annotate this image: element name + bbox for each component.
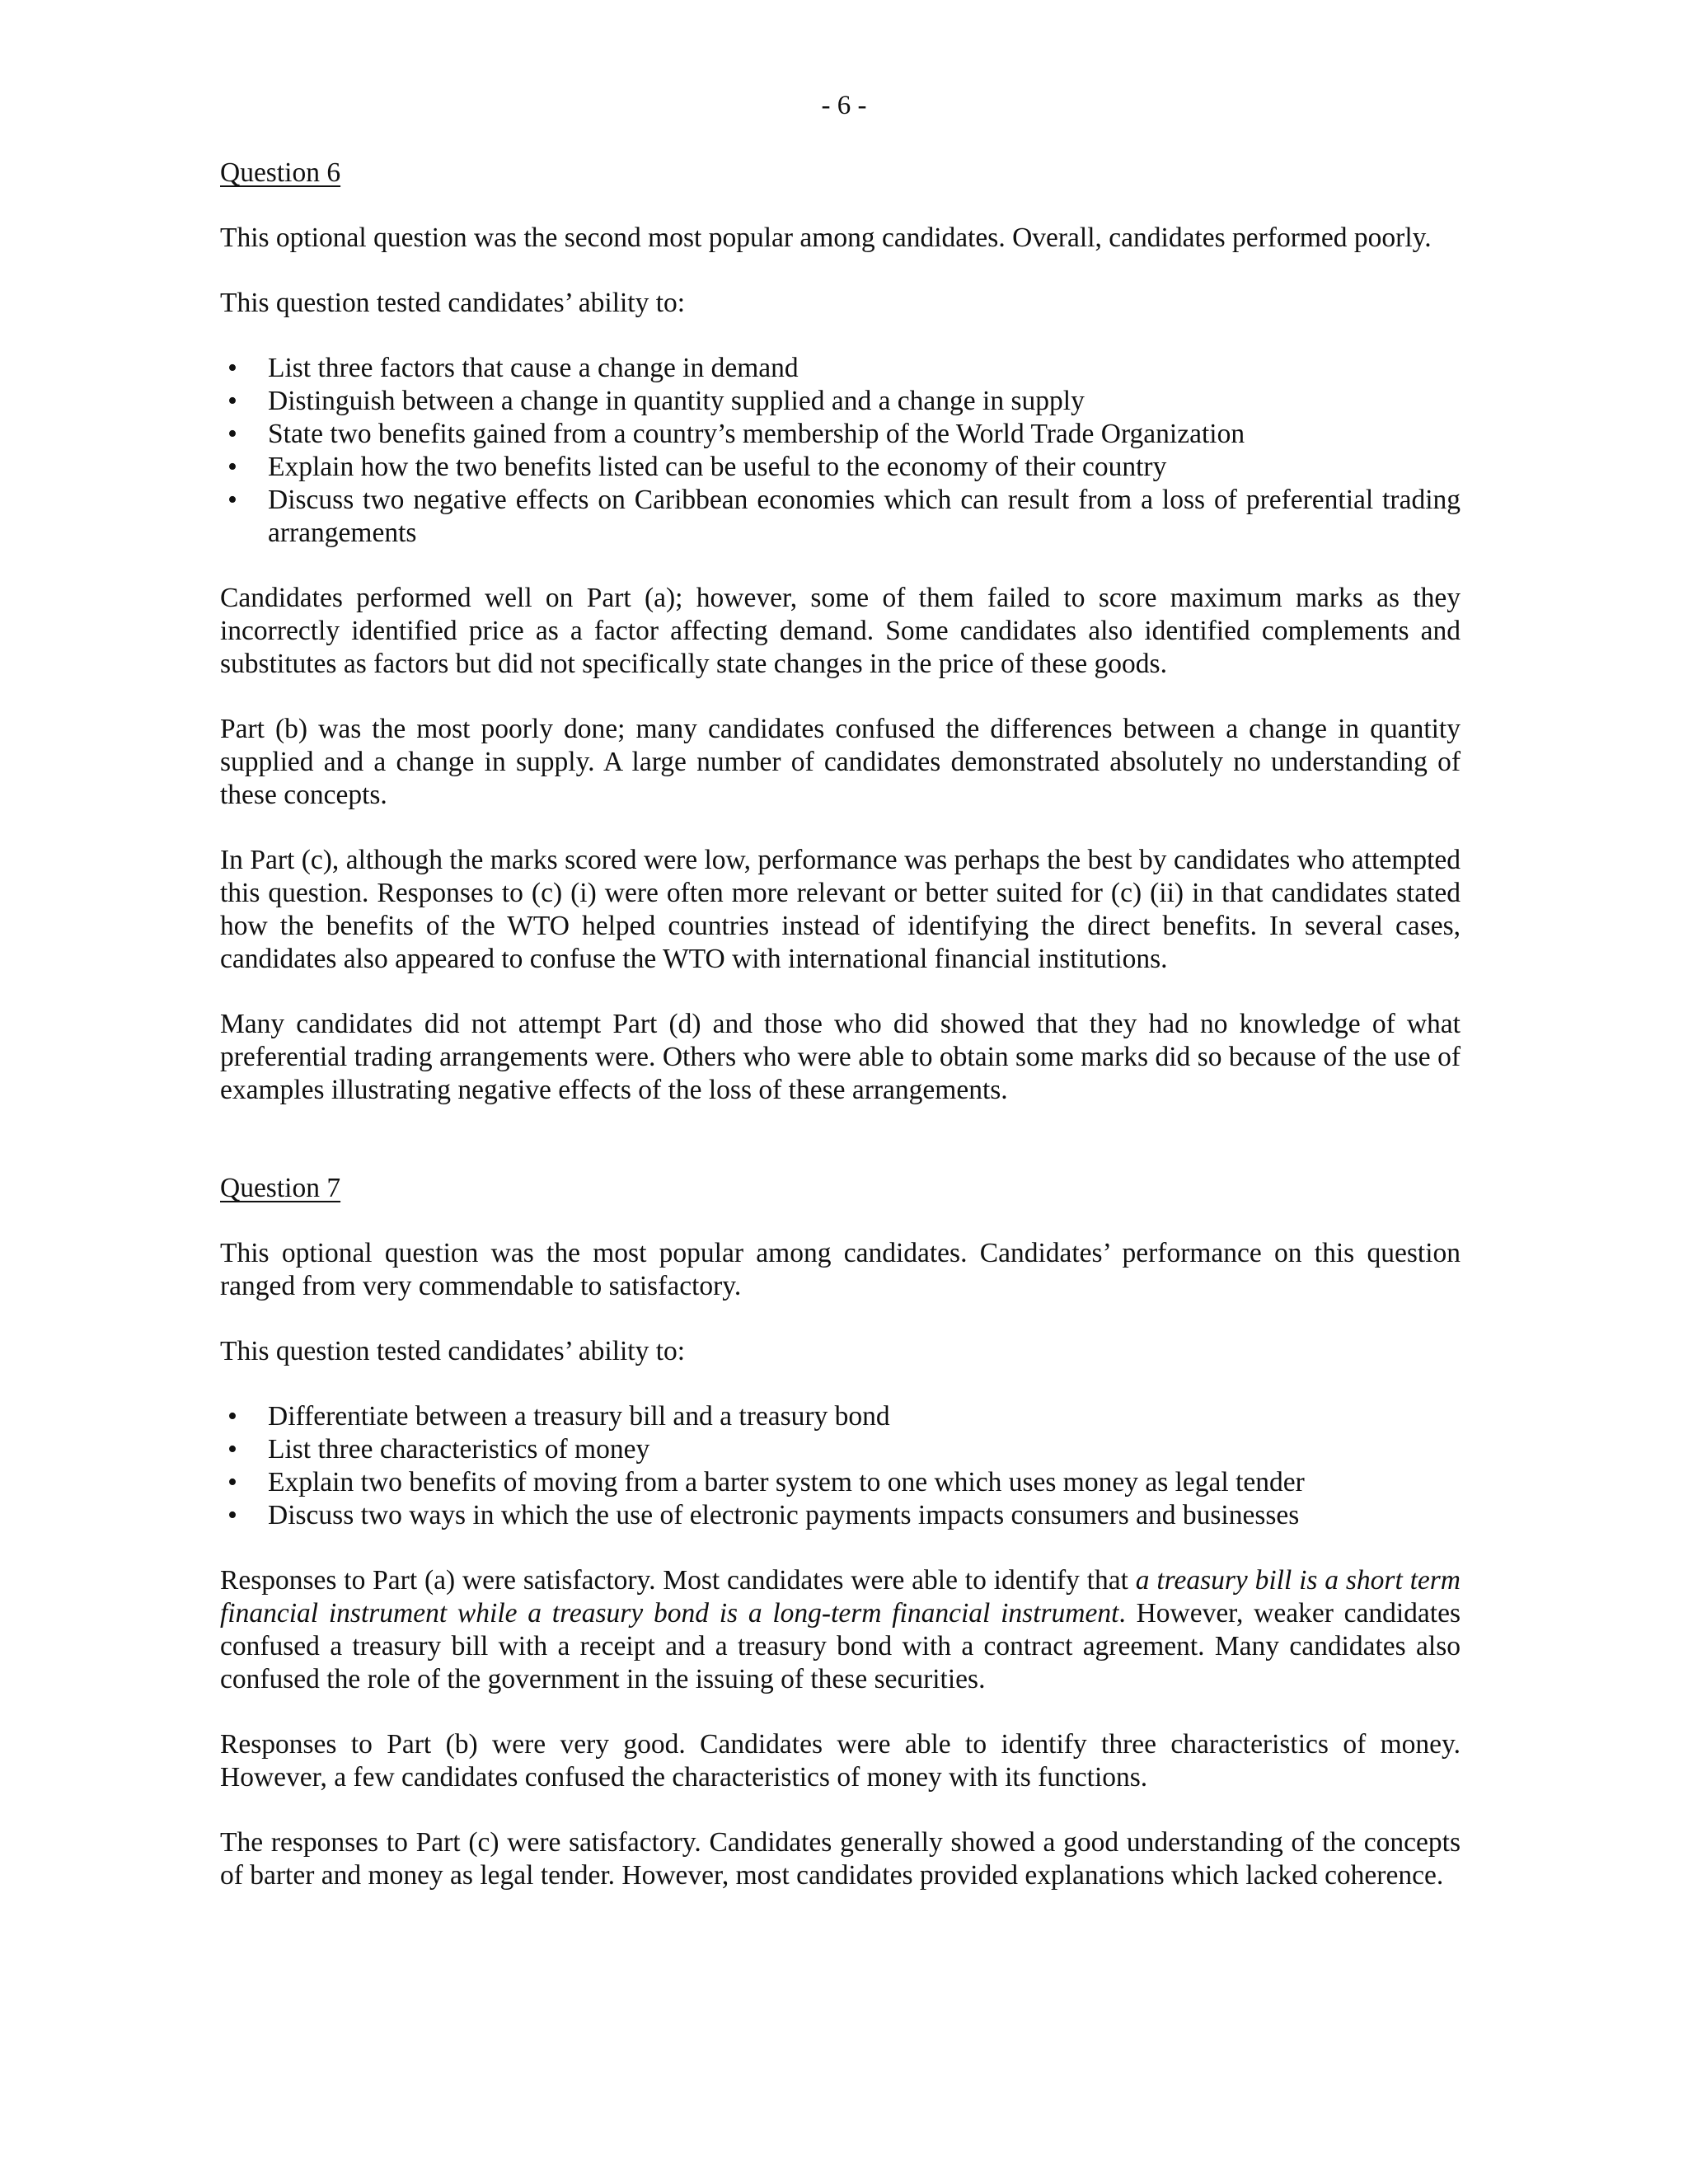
question-6-objectives-list — [220, 352, 1461, 550]
bullet-dot-icon: • — [227, 485, 237, 515]
list-item-text: List three factors that cause a change in demand — [268, 353, 799, 383]
question-6-part-c-comment: In Part (c), although the marks scored were low, performance was perhaps the best by candidates who attempted this question. Responses to (c) (i) were often more relevant or better suited for (c) (ii) in that candidates stated how the benefits of the WTO helped countries instead of identifying the direct benefits. In several cases, candidates also appeared to confuse the WTO with international financial institutions. — [220, 845, 1461, 974]
bullet-dot-icon: • — [227, 1500, 237, 1530]
question-7-heading: Question 7 — [220, 1173, 341, 1203]
question-6-intro: This optional question was the second most popular among candidates. Overall, candidates performed poorly. — [220, 223, 1432, 253]
bullet-dot-icon: • — [227, 1434, 237, 1465]
list-item-text: Discuss two ways in which the use of electronic payments impacts consumers and businesses — [268, 1500, 1300, 1530]
question-7-intro: This optional question was the most popular among candidates. Candidates’ performance on this question ranged from very commendable to satisfactory. — [220, 1238, 1461, 1301]
bullet-dot-icon: • — [227, 452, 237, 482]
question-6-part-a-comment: Candidates performed well on Part (a); however, some of them failed to score maximum marks as they incorrectly identified price as a factor affecting demand. Some candidates also identified complements and substitutes as factors but did not specifically state changes in the price of these goods. — [220, 583, 1461, 679]
bullet-dot-icon: • — [227, 419, 237, 449]
list-item-text: State two benefits gained from a country’s membership of the World Trade Organization — [268, 419, 1245, 449]
part-a-rest-text: . However, weaker candidates confused a treasury bill with a receipt and a treasury bond with a contract agreement. Many candidates also confused the role of the government in the issuing of these securities. — [220, 1598, 1461, 1694]
list-item — [220, 1466, 1461, 1499]
question-6-heading: Question 6 — [220, 157, 341, 188]
list-item-text: List three characteristics of money — [268, 1434, 650, 1465]
question-7-tested-lead: This question tested candidates’ ability to: — [220, 1336, 686, 1366]
question-7-part-b-comment: Responses to Part (b) were very good. Candidates were able to identify three characteristics of money. However, a few candidates confused the characteristics of money with its functions. — [220, 1729, 1461, 1793]
list-item — [220, 385, 1461, 418]
question-7-section — [220, 1172, 1461, 1892]
page-number: - 6 - — [821, 91, 867, 120]
bullet-dot-icon: • — [227, 386, 237, 416]
list-item — [220, 418, 1461, 451]
question-7-part-c-comment: The responses to Part (c) were satisfactory. Candidates generally showed a good understanding of the concepts of barter and money as legal tender. However, most candidates provided explanations which lacked coherence. — [220, 1827, 1461, 1891]
list-item — [220, 451, 1461, 484]
question-6-section — [220, 157, 1461, 1107]
list-item — [220, 1400, 1461, 1433]
list-item-text: Discuss two negative effects on Caribbean economies which can result from a loss of preferential trading arrangements — [268, 485, 1461, 548]
question-6-tested-lead: This question tested candidates’ ability to: — [220, 288, 686, 318]
list-item-text: Distinguish between a change in quantity supplied and a change in supply — [268, 386, 1085, 416]
part-a-lead-text: Responses to Part (a) were satisfactory. Most candidates were able to identify that — [220, 1565, 1136, 1596]
question-6-part-b-comment: Part (b) was the most poorly done; many candidates confused the differences between a change in quantity supplied and a change in supply. A large number of candidates demonstrated absolutely no understanding of these concepts. — [220, 714, 1461, 810]
bullet-dot-icon: • — [227, 353, 237, 383]
question-6-part-d-comment: Many candidates did not attempt Part (d) and those who did showed that they had no knowledge of what preferential trading arrangements were. Others who were able to obtain some marks did so because of the use of examples illustrating negative effects of the loss of these arrangements. — [220, 1009, 1461, 1105]
part-a-italic-definition: a treasury bill is a short term financial instrument while a treasury bond is a long-term financial instrument — [220, 1565, 1461, 1629]
bullet-dot-icon: • — [227, 1401, 237, 1432]
list-item-text: Differentiate between a treasury bill and a treasury bond — [268, 1401, 890, 1432]
list-item-text: Explain two benefits of moving from a barter system to one which uses money as legal tender — [268, 1467, 1305, 1497]
list-item — [220, 352, 1461, 385]
question-7-part-a-comment — [220, 1564, 1461, 1696]
list-item — [220, 484, 1461, 550]
list-item-text: Explain how the two benefits listed can be useful to the economy of their country — [268, 452, 1167, 482]
bullet-dot-icon: • — [227, 1467, 237, 1497]
question-7-objectives-list — [220, 1400, 1461, 1532]
list-item — [220, 1433, 1461, 1466]
list-item — [220, 1499, 1461, 1532]
report-body — [220, 157, 1461, 1892]
